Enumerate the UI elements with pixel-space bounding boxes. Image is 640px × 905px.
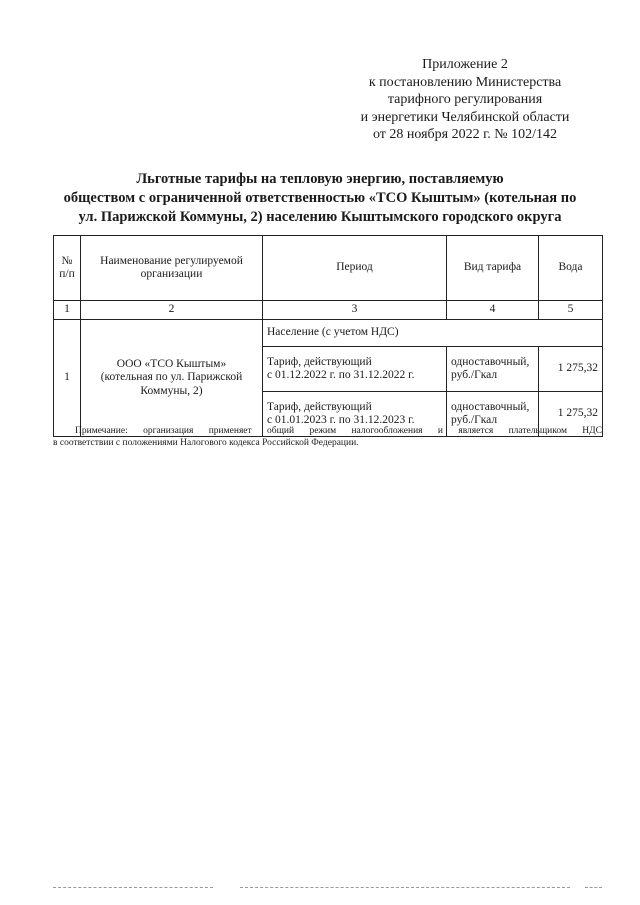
tariff-period: Тариф, действующий с 01.01.2023 г. по 31.12.2023 г.: [263, 392, 447, 437]
tariff-period: Тариф, действующий с 01.12.2022 г. по 31.12.2022 г.: [263, 347, 447, 392]
row-number: 1: [54, 320, 81, 437]
footnote-line: в соответствии с положениями Налогового кодекса Российской Федерации.: [53, 438, 359, 448]
column-number: 4: [447, 301, 539, 320]
document-title: [40, 170, 600, 227]
table-row: [54, 320, 603, 347]
appendix-line: тарифного регулирования: [387, 92, 543, 107]
appendix-header: [330, 56, 600, 144]
tariff-type: одноставочный, руб./Гкал: [447, 347, 539, 392]
organization-name: ООО «ТСО Кыштым» (котельная по ул. Парижской Коммуны, 2): [81, 320, 263, 437]
appendix-line: Приложение 2: [422, 57, 508, 72]
title-line: обществом с ограниченной ответственностью «ТСО Кыштым» (котельная по: [63, 190, 577, 206]
header-period: Период: [263, 236, 447, 301]
footnote-line: Примечание: организация применяет общий режим налогообложения и является плательщиком НДС: [75, 426, 602, 436]
column-number: 5: [539, 301, 603, 320]
appendix-line: и энергетики Челябинской области: [360, 109, 570, 125]
column-number: 2: [81, 301, 263, 320]
tariff-type: одноставочный, руб./Гкал: [447, 392, 539, 437]
header-num: № п/п: [54, 236, 81, 301]
header-tariff-type: Вид тарифа: [447, 236, 539, 301]
tariff-value: 1 275,32: [539, 347, 603, 392]
tariff-table: [53, 235, 603, 437]
footer-dashed-line: [53, 887, 213, 888]
title-line: ул. Парижской Коммуны, 2) населению Кыштымского городского округа: [78, 209, 562, 225]
title-line: Льготные тарифы на тепловую энергию, поставляемую: [136, 171, 504, 187]
column-number: 1: [54, 301, 81, 320]
appendix-date-line: от 28 ноября 2022 г. № 102/142: [372, 127, 558, 142]
header-water: Вода: [539, 236, 603, 301]
footnote: [53, 425, 602, 449]
footer-dashed-line: [240, 887, 570, 888]
footer-dashed-line: [585, 887, 602, 888]
population-group-label: Население (с учетом НДС): [263, 320, 603, 347]
tariff-value: 1 275,32: [539, 392, 603, 437]
appendix-line: к постановлению Министерства: [368, 74, 562, 90]
column-number: 3: [263, 301, 447, 320]
header-organization: Наименование регулируемой организации: [81, 236, 263, 301]
column-number-row: [54, 301, 603, 320]
table-header-row: [54, 236, 603, 301]
